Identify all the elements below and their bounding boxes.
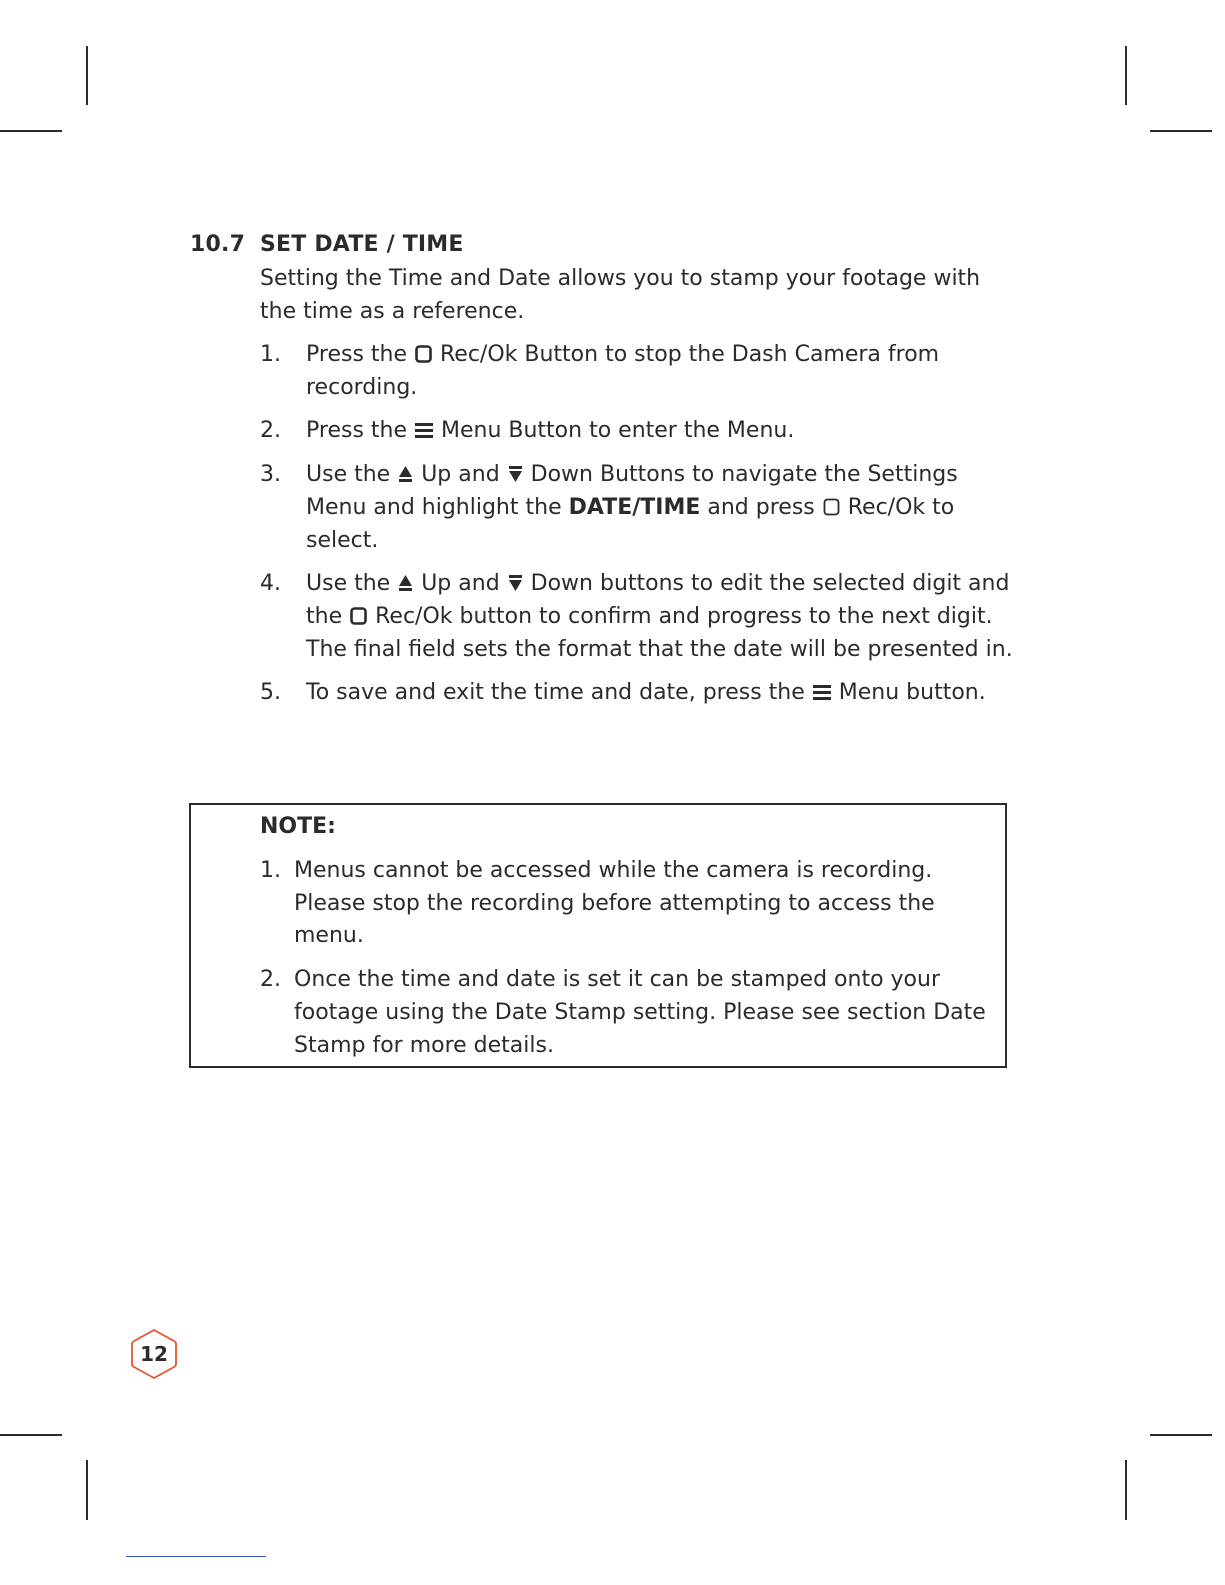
step-text: Rec/Ok to select. bbox=[306, 494, 955, 553]
down-arrow-icon bbox=[508, 574, 523, 592]
note-list bbox=[260, 855, 990, 1073]
step-text: Press the bbox=[306, 418, 407, 444]
note-number: 2. bbox=[260, 967, 281, 993]
section-title: SET DATE / TIME bbox=[260, 232, 464, 257]
rec-ok-icon bbox=[350, 607, 367, 625]
bottom-underline bbox=[126, 1556, 266, 1557]
step-text: Rec/Ok button to confirm and progress to the next digit. The final field sets the format that the date will be presented in. bbox=[306, 603, 1013, 662]
up-arrow-icon bbox=[398, 574, 413, 592]
step-number: 5. bbox=[260, 680, 281, 706]
note-number: 1. bbox=[260, 858, 281, 883]
note-text: Once the time and date is set it can be stamped onto your footage using the Date Stamp setting. Please see section Date Stamp for more details. bbox=[294, 967, 986, 1058]
crop-mark-bottom-right-vertical bbox=[1125, 1460, 1127, 1520]
step-text: Down buttons to edit the selected digit and the bbox=[306, 571, 1010, 629]
step-text: Up and bbox=[421, 462, 500, 488]
step-text: Menu Button to enter the Menu. bbox=[441, 418, 795, 444]
menu-icon bbox=[813, 684, 831, 701]
crop-mark-bottom-left-horizontal bbox=[0, 1434, 62, 1436]
step-text: To save and exit the time and date, press the bbox=[306, 680, 805, 706]
down-arrow-icon bbox=[508, 465, 523, 483]
step-text: Menu button. bbox=[838, 680, 986, 706]
crop-mark-top-left-horizontal bbox=[0, 130, 62, 132]
note-title: NOTE: bbox=[260, 814, 336, 839]
crop-mark-bottom-left-vertical bbox=[86, 1460, 88, 1520]
step-number: 2. bbox=[260, 418, 281, 444]
step-highlight: DATE/TIME bbox=[568, 494, 701, 520]
step-item bbox=[260, 459, 1020, 557]
step-text: and press bbox=[707, 494, 815, 520]
step-item bbox=[260, 568, 1020, 666]
crop-mark-top-right-horizontal bbox=[1150, 130, 1212, 132]
note-text: Menus cannot be accessed while the camera is recording. Please stop the recording before attempting to access the menu. bbox=[294, 858, 935, 949]
up-arrow-icon bbox=[398, 465, 413, 483]
step-text: Use the bbox=[306, 462, 391, 488]
section-heading bbox=[190, 232, 464, 257]
step-text: Use the bbox=[306, 571, 391, 597]
step-number: 4. bbox=[260, 571, 281, 597]
crop-mark-top-right-vertical bbox=[1125, 46, 1127, 105]
page-number: 12 bbox=[140, 1342, 168, 1366]
page-number-badge bbox=[130, 1328, 178, 1380]
step-text: Rec/Ok Button to stop the Dash Camera from recording. bbox=[306, 342, 940, 400]
step-item bbox=[260, 415, 1020, 448]
rec-ok-icon bbox=[415, 345, 432, 363]
menu-icon bbox=[415, 422, 433, 439]
crop-mark-bottom-right-horizontal bbox=[1150, 1434, 1212, 1436]
intro-paragraph: Setting the Time and Date allows you to stamp your footage with the time as a reference. bbox=[260, 266, 981, 324]
note-item bbox=[260, 855, 990, 953]
crop-mark-top-left-vertical bbox=[86, 46, 88, 105]
step-item bbox=[260, 677, 1020, 710]
step-number: 1. bbox=[260, 342, 281, 367]
steps-list bbox=[260, 339, 1020, 721]
step-text: Press the bbox=[306, 342, 407, 367]
rec-ok-icon bbox=[823, 498, 840, 516]
step-number: 3. bbox=[260, 462, 281, 488]
step-item bbox=[260, 339, 1020, 404]
section-number: 10.7 bbox=[190, 232, 246, 257]
step-text: Up and bbox=[421, 571, 500, 597]
note-item bbox=[260, 964, 990, 1062]
step-text: Down Buttons to navigate the Settings Menu and highlight the bbox=[306, 462, 958, 520]
